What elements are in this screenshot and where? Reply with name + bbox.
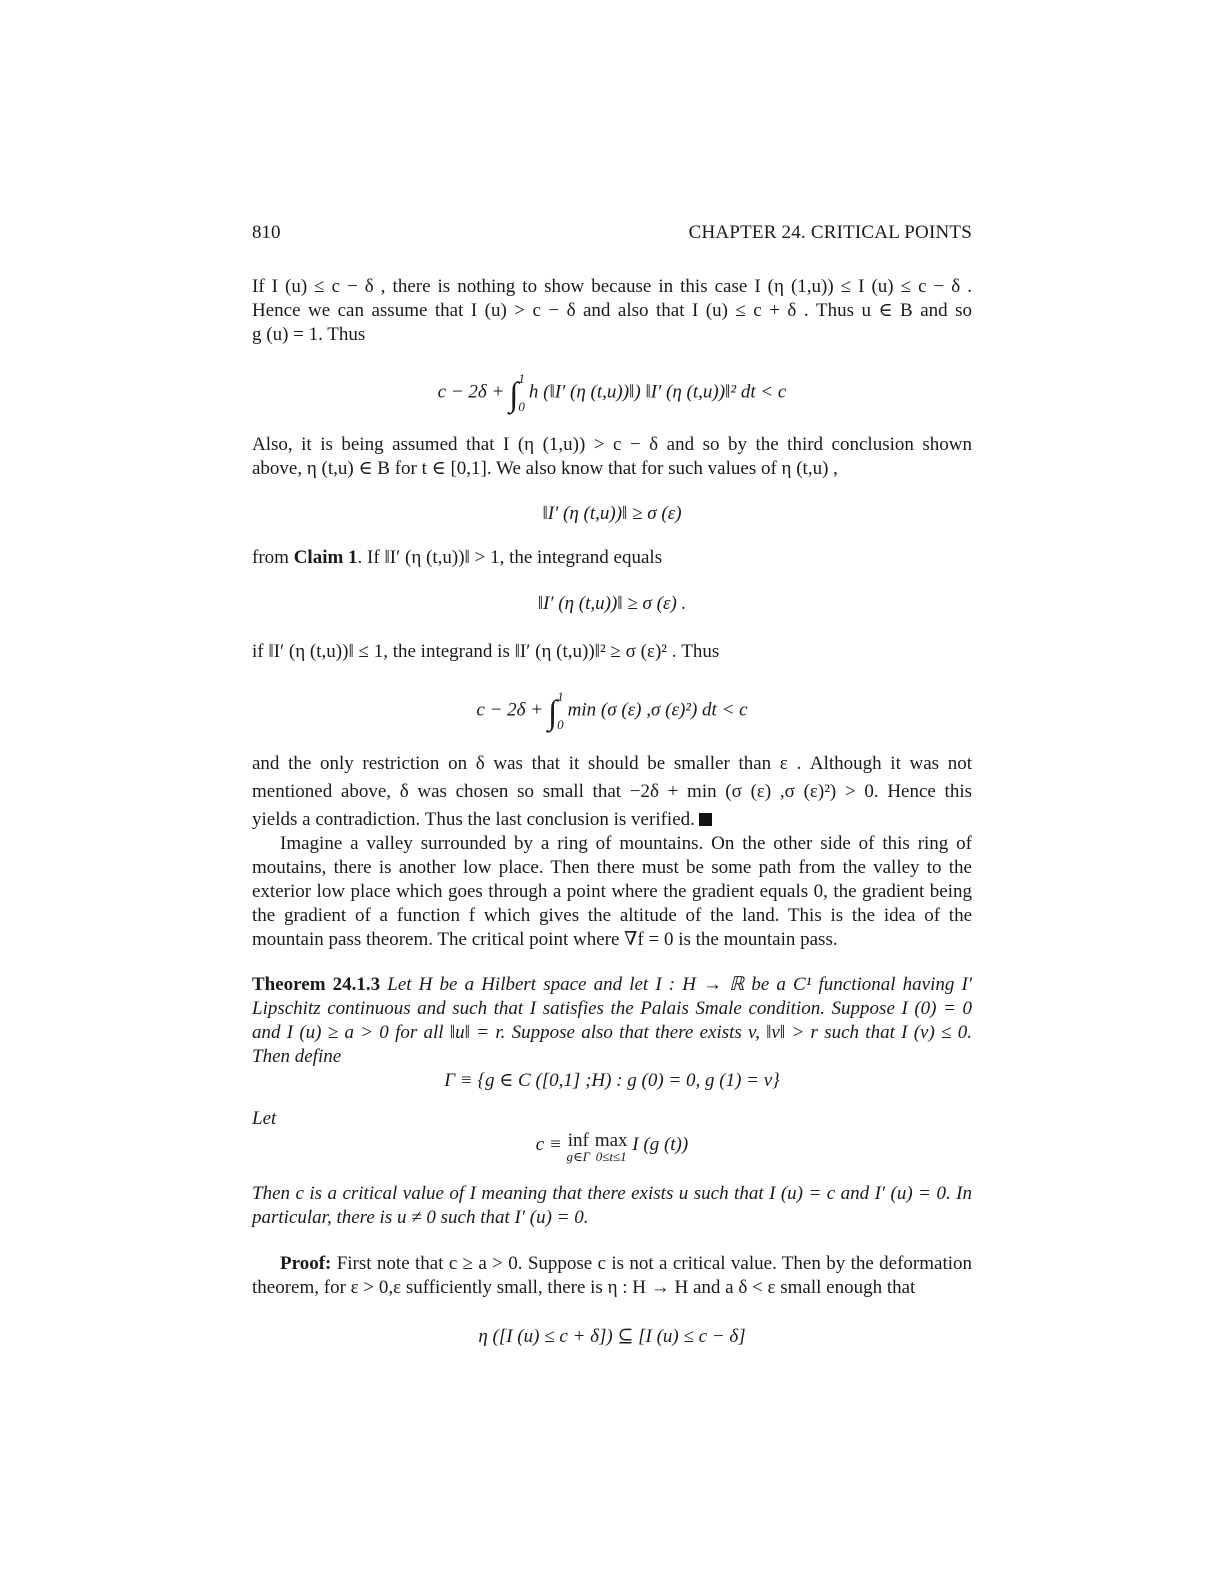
proof-text: First note that c ≥ a > 0. Suppose c is not a critical value. Then by the deformation theorem, for ε > 0,ε sufficiently small, there is η : H → H and a δ < ε small enough that [252,1253,972,1298]
theorem-conclusion [252,1182,972,1230]
paragraph-3-pre: from [252,547,294,568]
theorem-conclusion-text: Then c is a critical value of I meaning that there exists u such that I (u) = c and I′ (u) = 0. In particular, there is u ≠ 0 such that I′ (u) = 0. [252,1183,972,1228]
equation-1-lower-limit: 0 [518,399,525,414]
inf-operator [566,1130,591,1165]
proof-label: Proof: [280,1253,332,1274]
paragraph-5-line-2: mentioned above, δ was chosen so small that −2δ + min (σ (ε) ,σ (ε)²) > 0. Hence this [252,781,972,802]
equation-c-right: I (g (t)) [627,1134,689,1155]
proof [252,1252,972,1300]
equation-4 [252,690,972,732]
paragraph-2 [252,433,972,481]
paragraph-4 [252,640,972,664]
inf-label: inf [567,1130,589,1151]
paragraph-5-line-1: and the only restriction on δ was that it should be smaller than ε . Although it was not [252,753,972,774]
equation-1 [252,372,972,414]
equation-gamma: Γ ≡ {g ∈ C ([0,1] ;H) : g (0) = 0, g (1) = v} [444,1070,780,1091]
mountain-pass-intuition: Imagine a valley surrounded by a ring of mountains. On the other side of this ring of moutains, there is another low place. Then there must be some path from the valley to the exterior low place which goes through a point where the gradient equals 0, the gradient being the gradient of a function f which gives the altitude of the land. This is the idea of the mountain pass theorem. The critical point where ∇f = 0 is the mountain pass. [252,833,972,950]
paragraph-1 [252,275,972,347]
paragraph-5 [252,750,972,834]
max-operator [594,1130,628,1165]
paragraph-2-line-2: above, η (t,u) ∈ B for t ∈ [0,1]. We also know that for such values of η (t,u) , [252,458,838,479]
equation-1-left: c − 2δ + [437,381,510,403]
equation-4-body: min (σ (ε) ,σ (ε)²) dt < c [567,699,748,721]
page-number: 810 [252,222,281,243]
equation-1-limits [518,372,525,414]
equation-deformation: η ([I (u) ≤ c + δ]) ⊆ [I (u) ≤ c − δ] [478,1326,746,1347]
paragraph-5-line-3: yields a contradiction. Thus the last conclusion is verified. [252,809,695,830]
theorem-let: Let [252,1108,277,1129]
inf-subscript: g∈Γ [566,1149,591,1164]
paragraph-1-line-3: g (u) = 1. Thus [252,324,366,345]
equation-c [252,1130,972,1165]
equation-4-limits [557,690,564,732]
paragraph-6 [252,832,972,952]
paragraph-4-text: if ‖I′ (η (t,u))‖ ≤ 1, the integrand is ‖I′ (η (t,u))‖² ≥ σ (ε)² . Thus [252,641,720,662]
paragraph-1-line-2: Hence we can assume that I (u) > c − δ and also that I (u) ≤ c + δ . Thus u ∈ B and so [252,300,972,321]
claim-reference: Claim 1 [293,547,358,568]
equation-2: ‖I′ (η (t,u))‖ ≥ σ (ε) [542,503,682,524]
qed-square-icon [699,813,712,826]
theorem-24-1-3 [252,973,972,1069]
equation-4-upper-limit: 1 [557,689,564,704]
integral-sign-icon: ∫ [509,376,519,414]
theorem-label: Theorem 24.1.3 [252,974,381,995]
equation-c-left: c ≡ [535,1134,567,1155]
max-subscript: 0≤t≤1 [595,1149,627,1164]
paragraph-1-line-1: If I (u) ≤ c − δ , there is nothing to show because in this case I (η (1,u)) ≤ I (u) ≤ c − δ . [252,276,972,297]
equation-1-body: h (‖I′ (η (t,u))‖) ‖I′ (η (t,u))‖² dt < c [528,381,787,403]
max-label: max [594,1130,628,1151]
paragraph-3 [252,546,972,570]
integral-sign-icon: ∫ [547,694,558,732]
equation-1-upper-limit: 1 [518,371,525,386]
paragraph-3-post: . If ‖I′ (η (t,u))‖ > 1, the integrand equals [357,547,663,568]
equation-3: ‖I′ (η (t,u))‖ ≥ σ (ε) . [537,593,687,614]
chapter-title: CHAPTER 24. CRITICAL POINTS [688,222,972,243]
equation-4-left: c − 2δ + [476,699,548,721]
theorem-statement: Let H be a Hilbert space and let I : H → ℝ be a C¹ functional having I′ Lipschitz continuous and such that I satisfies the Palais Smale condition. Suppose I (0) = 0 and I (u) ≥ a > 0 for all ‖u‖ = r. Suppose also that there exists v, ‖v‖ > r such that I (v) ≤ 0. Then define [252,974,972,1067]
paragraph-2-line-1: Also, it is being assumed that I (η (1,u)) > c − δ and so by the third conclusion shown [252,434,972,455]
equation-4-lower-limit: 0 [557,717,564,732]
